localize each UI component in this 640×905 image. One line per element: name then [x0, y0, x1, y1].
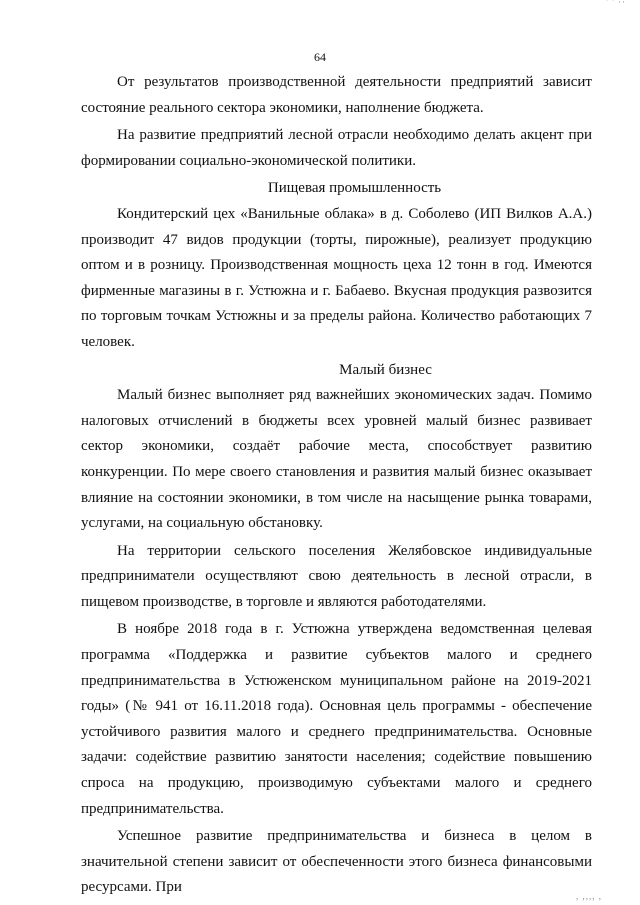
scan-mark-bottom: , ,,,, , — [576, 891, 602, 901]
paragraph-small-business-role: Малый бизнес выполняет ряд важнейших экономических задач. Помимо налоговых отчислений в бюджеты всех уровней малый бизнес развивает сектор экономики, создаёт рабочие места, способствует развитию конкуренции. По мере своего становления и развития малый бизнес оказывает влияние на состоянии экономики, в том числе на насыщение рынка товарами, услугами, на социальную обстановку. — [81, 387, 592, 532]
paragraph-entrepreneurs: На территории сельского поселения Желябовское индивидуальные предприниматели осуществляют свою деятельность в лесной отрасли, в пищевом производстве, в торговле и являются работодателями. — [81, 542, 592, 610]
paragraph-production-activity: От результатов производственной деятельности предприятий зависит состояние реального сектора экономики, наполнение бюджета. — [81, 74, 592, 116]
heading-small-business: Малый бизнес — [339, 361, 432, 378]
paragraph-confectionery: Кондитерский цех «Ванильные облака» в д. Соболево (ИП Вилков А.А.) производит 47 видов продукции (торты, пирожные), реализует продукцию оптом и в розницу. Производственная мощность цеха 12 тонн в год. Имеются фирменные магазины в г. Устюжна и г. Бабаево. Вкусная продукция развозится по торговым точкам Устюжны и за пределы района. Количество работающих 7 человек. — [81, 205, 592, 350]
paragraph-support-program: В ноябре 2018 года в г. Устюжна утверждена ведомственная целевая программа «Поддержка и развитие субъектов малого и среднего предпринимательства в Устюженском муниципальном районе на 2019-2021 годы» (№ 941 от 16.11.2018 года). Основная цель программы - обеспечение устойчивого развития малого и среднего предпринимательства. Основные задачи: содействие развитию занятости населения; содействие повышению спроса на продукцию, производимую субъектами малого и среднего предпринимательства. — [81, 621, 592, 817]
paragraph-financial-resources: Успешное развитие предпринимательства и бизнеса в целом в значительной степени зависит от обеспеченности этого бизнеса финансовыми ресурсами. При — [81, 828, 592, 896]
page-body — [81, 70, 592, 903]
paragraph-forest-industry: На развитие предприятий лесной отрасли необходимо делать акцент при формировании социально-экономической политики. — [81, 127, 592, 169]
heading-food-industry: Пищевая промышленность — [267, 180, 442, 197]
scan-mark-top: ' ' ·· — [606, 0, 626, 7]
page-number: 64 — [314, 50, 326, 64]
